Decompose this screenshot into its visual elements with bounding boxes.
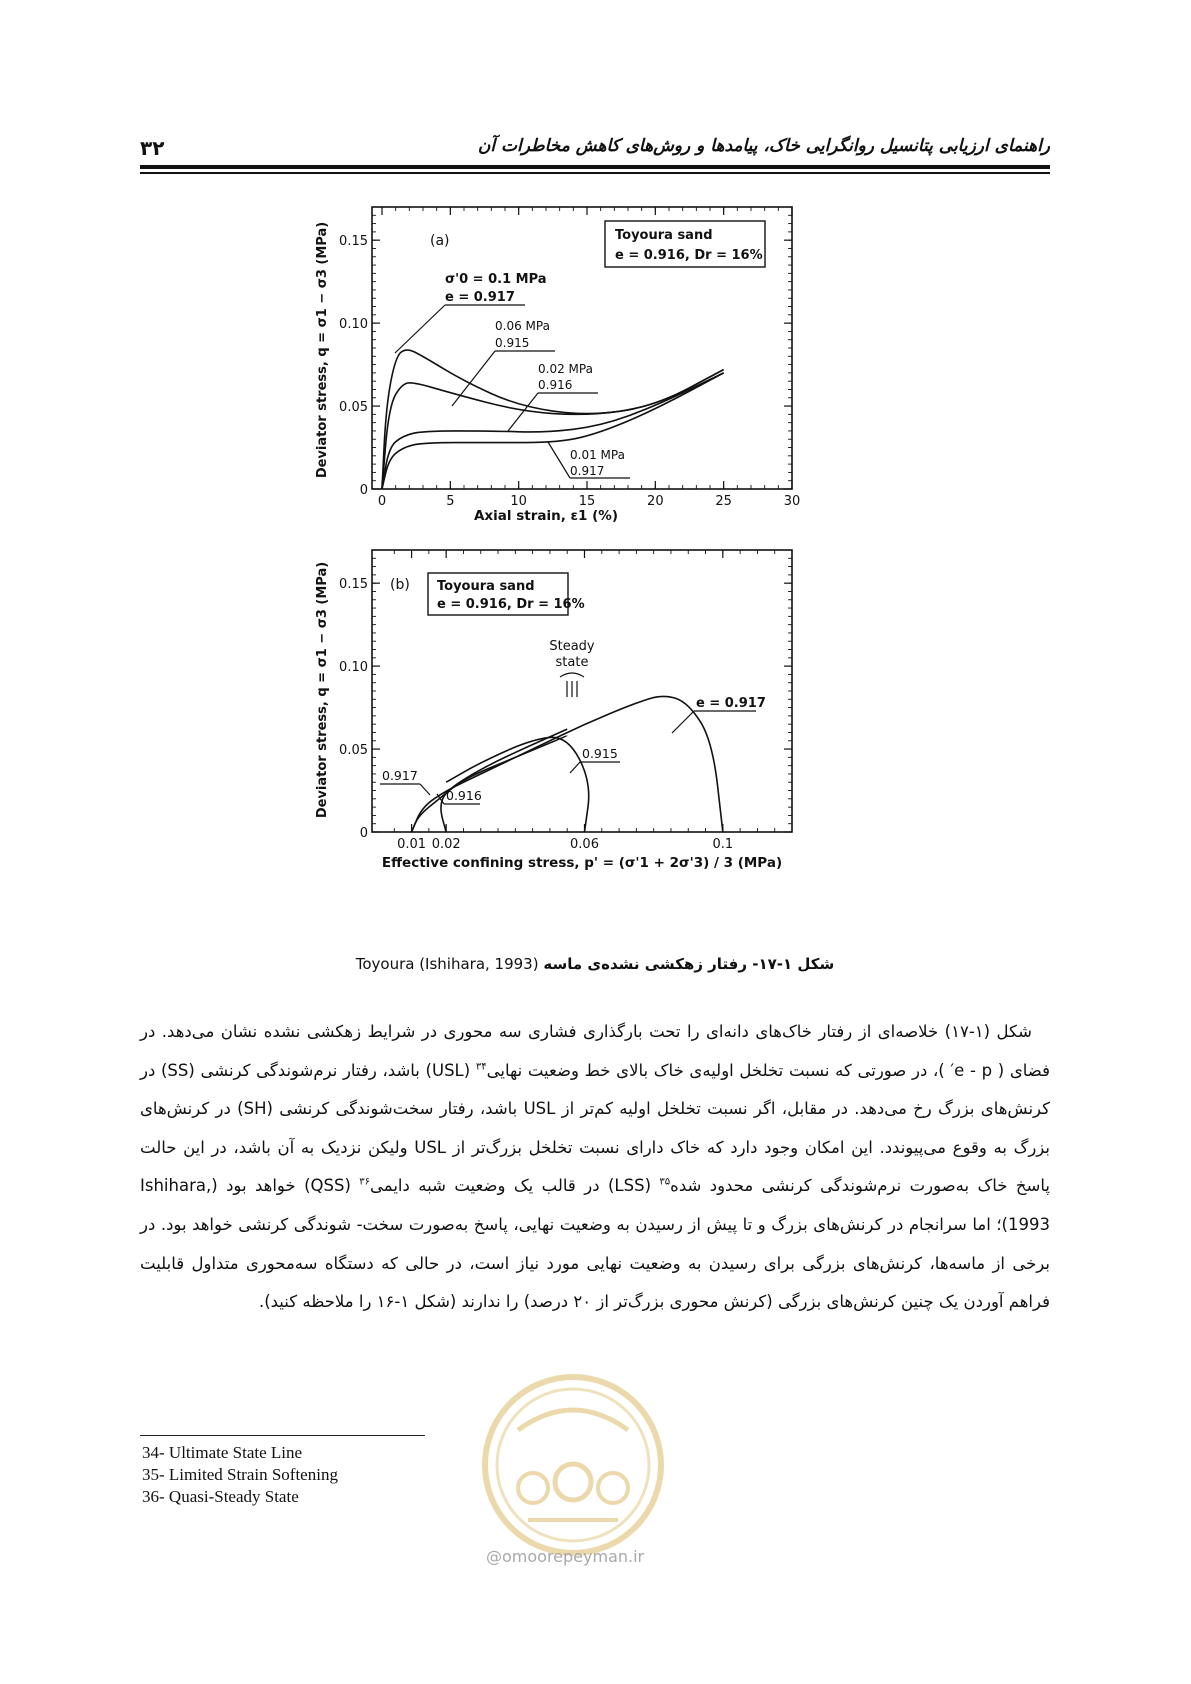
panel-b-xtick-label: 0.06 xyxy=(570,837,599,852)
body-paragraph xyxy=(140,1013,1050,1322)
ann-a-e917: e = 0.917 xyxy=(445,290,515,305)
panel-a-xtick-label: 0 xyxy=(377,494,387,509)
ann-a-0917b: 0.917 xyxy=(570,464,605,478)
panel-a-xtick-label: 15 xyxy=(578,494,596,509)
page-number: ۳۲ xyxy=(140,136,165,160)
panel-a-xlabel: Axial strain, ε1 (%) xyxy=(473,508,619,524)
footnote-rule xyxy=(140,1435,425,1436)
panel-b-ytick-label: 0.15 xyxy=(339,577,368,593)
ann-b-state: state xyxy=(555,655,589,670)
footnotes xyxy=(142,1442,338,1508)
body-line-2: در فضای ( e - p′ )، در صورتی که نسبت تخلخل اولیه‌ی خاک بالای خط وضعیت نهایی xyxy=(140,1022,1050,1080)
ann-a-0915: 0.915 xyxy=(495,336,530,350)
body-line-5b: (LSS) در قالب یک وضعیت شبه دایمی xyxy=(370,1176,651,1196)
panel-b-annotations xyxy=(380,639,766,804)
footnote-ref-36: ۳۶ xyxy=(359,1176,371,1188)
panel-b-ylabel: Deviator stress, q = σ1 − σ3 (MPa) xyxy=(315,561,330,819)
panel-a-annotations xyxy=(395,272,630,478)
page-header xyxy=(140,128,1050,168)
ann-b-0915: 0.915 xyxy=(582,746,618,761)
watermark-seal-logo xyxy=(478,1370,668,1560)
panel-a-xtick-label: 5 xyxy=(446,494,455,509)
body-line-8: دستگاه سه‌محوری متداول قابلیت فراهم آوردن یک چنین کرنش‌های بزرگی (کرنش محوری بزرگ‌تر از ۲۰ درصد) را ندارند (شکل xyxy=(140,1253,1050,1312)
running-title: راهنمای ارزیابی پتانسیل روانگرایی خاک، پیامدها و روش‌های کاهش مخاطرات آن xyxy=(477,136,1050,156)
panel-a-ytick-label: 0 xyxy=(359,483,368,498)
header-rule-thick xyxy=(140,165,1050,169)
figure-toyoura-sand xyxy=(315,205,880,925)
figure-caption xyxy=(140,955,1050,973)
panel-b-xtick-label: 0.1 xyxy=(712,837,734,852)
panel-b-ytick-label: 0.05 xyxy=(339,743,368,759)
body-line-2b: (USL) باشد، رفتار نرم‌شوندگی کرنشی xyxy=(200,1060,471,1080)
panel-b-legend-line2: e = 0.916, Dr = 16% xyxy=(437,597,585,612)
ann-b-0917: 0.917 xyxy=(382,768,418,783)
ann-a-001: 0.01 MPa xyxy=(570,448,625,462)
panel-a-legend-line2: e = 0.916, Dr = 16% xyxy=(615,248,763,263)
body-line-3: (SS) در کرنش‌های بزرگ رخ می‌دهد. در مقابل، اگر نسبت تخلخل اولیه کم‌تر از USL باشد، رفتار سخت‌شوندگی کرنشی (SH) در xyxy=(140,1060,1051,1119)
ann-a-002: 0.02 MPa xyxy=(538,362,593,376)
ann-a-0916: 0.916 xyxy=(538,378,573,392)
ann-a-006: 0.06 MPa xyxy=(495,319,550,333)
panel-b-legend-line1: Toyoura sand xyxy=(437,579,535,594)
ann-b-steady: Steady xyxy=(549,639,595,654)
footnote-ref-35: ۳۵ xyxy=(659,1176,671,1188)
panel-a-ylabel: Deviator stress, q = σ1 − σ3 (MPa) xyxy=(315,221,330,479)
panel-b-xtick-label: 0.02 xyxy=(431,837,461,852)
panel-a-label: (a) xyxy=(430,233,450,249)
panel-b-ytick-label: 0.10 xyxy=(339,660,368,676)
panel-b-xlabel: Effective confining stress, p' = (σ'1 + 2σ'3) / 3 (MPa) xyxy=(381,855,783,871)
footnote-35: 35- Limited Strain Softening xyxy=(142,1465,338,1484)
ann-b-0916: 0.916 xyxy=(446,788,482,803)
body-line-9: ۱-۱۶ را ملاحظه کنید). xyxy=(258,1292,410,1312)
footnote-36: 36- Quasi-Steady State xyxy=(142,1487,299,1506)
caption-rest: Toyoura (Ishihara, 1993) xyxy=(355,955,544,973)
panel-a-legend-line1: Toyoura sand xyxy=(615,228,713,243)
body-line-5: باشد، در این حالت پاسخ خاک به‌صورت نرم‌شوندگی کرنشی محدود شده xyxy=(140,1137,1051,1196)
body-line-6: خواهد بود (Ishihara, 1993)؛ اما سرانجام در کرنش‌های بزرگ و تا پیش از رسیدن به وضعیت نهایی، پاسخ به‌صورت سخت- xyxy=(140,1176,1050,1234)
watermark-url: @omoorepeyman.ir xyxy=(486,1547,645,1566)
header-rule-thin xyxy=(140,172,1050,174)
panel-b-ytick-label: 0 xyxy=(359,826,368,841)
body-line-7: شوندگی کرنشی خواهد بود. در برخی از ماسه‌ها، کرنش‌های بزرگی برای رسیدن به وضعیت نهایی مورد نیاز است، در حالی که xyxy=(140,1214,1051,1273)
panel-a-ytick-label: 0.15 xyxy=(339,234,368,250)
body-line-4: کرنش‌های بزرگ به وقوع می‌پیوندد. این امکان وجود دارد که خاک دارای نسبت تخلخل بزرگ‌تر از USL ولیکن نزدیک به آن xyxy=(140,1099,1051,1157)
panel-a-ytick-label: 0.05 xyxy=(339,400,368,416)
body-line-5c: (QSS) xyxy=(304,1176,351,1196)
panel-a-xtick-label: 10 xyxy=(510,494,527,509)
figure-svg xyxy=(315,205,880,925)
caption-label: شکل ۱-۱۷- رفتار زهکشی نشده‌ی ماسه xyxy=(543,955,835,973)
panel-b-xtick-label: 0.01 xyxy=(397,837,427,852)
panel-b-label: (b) xyxy=(390,577,410,593)
panel-b-series-0 xyxy=(412,696,723,832)
body-line-1: شکل (۱-۱۷) خلاصه‌ای از رفتار خاک‌های دانه‌ای را تحت بارگذاری فشاری سه محوری در شرایط زهکشی نشده نشان می‌دهد. xyxy=(161,1022,1032,1041)
panel-a-xtick-label: 20 xyxy=(647,494,664,509)
ann-b-e0917: e = 0.917 xyxy=(696,696,766,711)
footnote-34: 34- Ultimate State Line xyxy=(142,1443,303,1462)
panel-b-curves xyxy=(412,696,723,832)
panel-b-series-2 xyxy=(441,729,567,832)
panel-a-ytick-label: 0.10 xyxy=(339,317,368,333)
panel-a-xtick-label: 30 xyxy=(783,494,801,509)
footnote-ref-34: ۳۴ xyxy=(475,1061,487,1073)
panel-a-xtick-label: 25 xyxy=(715,494,732,509)
panel-b-series-3 xyxy=(412,736,568,832)
ann-a-sigma: σ'0 = 0.1 MPa xyxy=(445,272,547,287)
